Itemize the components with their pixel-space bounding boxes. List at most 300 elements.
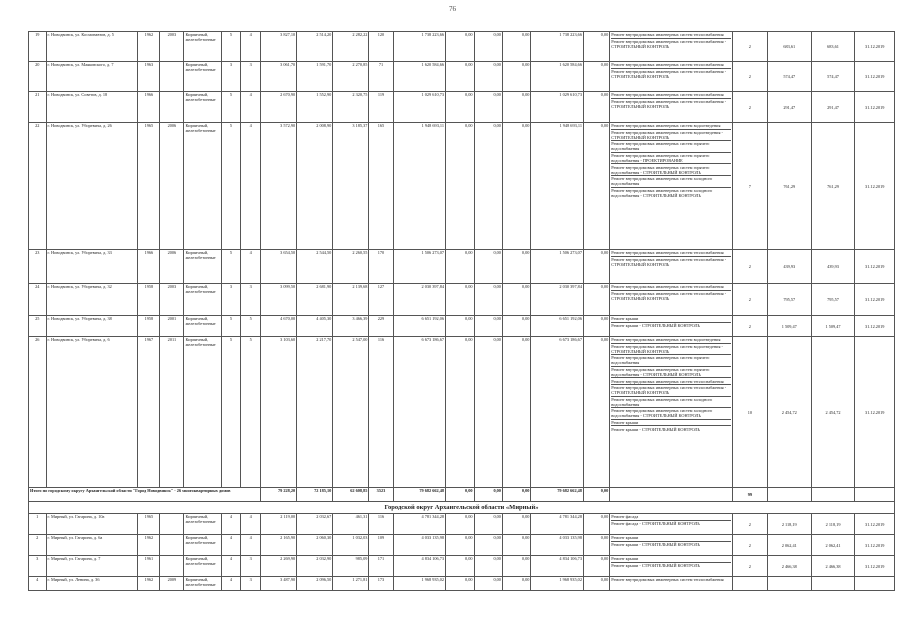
works-cell	[610, 123, 733, 250]
cell-s2: 2 060,30	[297, 535, 333, 556]
cell-s1: 3 487,90	[261, 577, 297, 591]
works-cell	[610, 92, 733, 123]
cell-date	[855, 577, 895, 591]
cell-f2: 0,00	[474, 123, 502, 250]
cell-u1: 1 509,47	[767, 316, 811, 337]
cell-n: 3	[29, 556, 47, 577]
work-item: Ремонт внутридомовых инженерных систем горячего водоснабжения - ПРОЕКТИРОВАНИЕ	[611, 153, 731, 165]
table-row	[29, 284, 895, 316]
cell-mat: Кирпичный, железобетонные	[184, 556, 221, 577]
cell-mat: Кирпичный, железобетонные	[184, 92, 221, 123]
cell-s2: 2 008,90	[297, 123, 333, 250]
cell-en: 3	[241, 284, 261, 316]
cell-en: 4	[241, 250, 261, 284]
table-row	[29, 556, 895, 577]
cell-date: 31.12.2019	[855, 123, 895, 250]
cell-addr: г. Мирный, ул. Гагарина, д. 10а	[46, 514, 138, 535]
cell-f2: 0,00	[474, 62, 502, 92]
cell-date: 31.12.2019	[855, 535, 895, 556]
cell-date: 31.12.2019	[855, 514, 895, 535]
work-item: Ремонт внутридомовых инженерных систем горячего водоснабжения	[611, 141, 731, 153]
cell-s3: 1 032,03	[333, 535, 369, 556]
cell-u2: 761,29	[811, 123, 855, 250]
cell-res: 173	[369, 577, 393, 591]
cell-u1: 2 118,19	[767, 514, 811, 535]
cell-u2: 2 118,19	[811, 514, 855, 535]
cell-q: 2	[732, 32, 767, 62]
cell-y2	[160, 535, 184, 556]
total-works	[610, 488, 733, 502]
cell-u2: 574,47	[811, 62, 855, 92]
cell-cost: 4 834 106,73	[393, 556, 446, 577]
cell-y1: 1965	[138, 123, 160, 250]
cell-addr: г. Новодвинск, ул. Советов, д. 18	[46, 92, 138, 123]
cell-f4: 0,00	[583, 514, 609, 535]
cell-s3: 3 185,37	[333, 123, 369, 250]
table-row	[29, 92, 895, 123]
cell-own: 1 029 610,73	[531, 92, 584, 123]
cell-f3: 0,00	[502, 577, 530, 591]
work-item: Ремонт внутридомовых инженерных систем теплоснабжения - СТРОИТЕЛЬНЫЙ КОНТРОЛЬ	[611, 38, 727, 49]
cell-f2: 0,00	[474, 316, 502, 337]
cell-n: 24	[29, 284, 47, 316]
cell-addr: г. Мирный, ул. Ленина, д. 36	[46, 577, 138, 591]
cell-s1: 2 670,90	[261, 92, 297, 123]
total-res: 3523	[369, 488, 393, 502]
cell-y2	[160, 514, 184, 535]
cell-date: 31.12.2019	[855, 92, 895, 123]
cell-n: 26	[29, 337, 47, 488]
cell-u2: 2 454,72	[811, 337, 855, 488]
work-item: Ремонт крыши	[611, 420, 731, 427]
total-f4: 0,00	[583, 488, 609, 502]
table-row	[29, 316, 895, 337]
work-item: Ремонт внутридомовых инженерных систем холодного водоснабжения - СТРОИТЕЛЬНЫЙ КОНТРОЛЬ	[611, 187, 713, 198]
cell-y2	[160, 556, 184, 577]
cell-date: 31.12.2019	[855, 32, 895, 62]
cell-fl: 4	[221, 535, 241, 556]
cell-y2: 2003	[160, 32, 184, 62]
cell-en: 4	[241, 123, 261, 250]
cell-f2: 0,00	[474, 556, 502, 577]
cell-f1: 0,00	[446, 556, 474, 577]
cell-f3: 0,00	[502, 62, 530, 92]
works-cell	[610, 316, 733, 337]
work-item: Ремонт внутридомовых инженерных систем теплоснабжения - СТРОИТЕЛЬНЫЙ КОНТРОЛЬ	[611, 290, 727, 301]
cell-fl: 3	[221, 62, 241, 92]
cell-cost: 2 030 397,84	[393, 284, 446, 316]
table-row	[29, 337, 895, 488]
cell-f4: 0,00	[583, 123, 609, 250]
cell-en: 4	[241, 514, 261, 535]
cell-y1: 1961	[138, 556, 160, 577]
cell-en: 4	[241, 92, 261, 123]
work-item: Ремонт крыши - СТРОИТЕЛЬНЫЙ КОНТРОЛЬ	[611, 426, 700, 432]
cell-own: 6 673 186,67	[531, 337, 584, 488]
cell-s3: 1 271,81	[333, 577, 369, 591]
cell-n: 21	[29, 92, 47, 123]
cell-q: 2	[732, 284, 767, 316]
cell-n: 1	[29, 514, 47, 535]
cell-s2: 2 032,67	[297, 514, 333, 535]
cell-fl: 4	[221, 514, 241, 535]
work-item: Ремонт внутридомовых инженерных систем горячего водоснабжения - СТРОИТЕЛЬНЫЙ КОНТРОЛЬ	[611, 164, 731, 176]
cell-q: 10	[732, 337, 767, 488]
cell-f2: 0,00	[474, 337, 502, 488]
works-cell	[610, 514, 733, 535]
cell-y1: 1967	[138, 337, 160, 488]
cell-mat: Кирпичный, железобетонные	[184, 535, 221, 556]
cell-f4: 0,00	[583, 577, 609, 591]
cell-fl: 5	[221, 123, 241, 250]
cell-f3: 0,00	[502, 337, 530, 488]
cell-s2: 4 405,30	[297, 316, 333, 337]
total-f2: 0,00	[474, 488, 502, 502]
cell-res: 120	[369, 32, 393, 62]
cell-u2	[811, 577, 855, 591]
cell-own: 4 781 344,28	[531, 514, 584, 535]
cell-y1: 1962	[138, 535, 160, 556]
works-cell	[610, 337, 733, 488]
cell-res: 116	[369, 337, 393, 488]
cell-en: 3	[241, 62, 261, 92]
cell-res: 71	[369, 62, 393, 92]
work-item: Ремонт внутридомовых инженерных систем горячего водоснабжения	[611, 355, 731, 367]
cell-f1: 0,00	[446, 123, 474, 250]
cell-fl: 5	[221, 337, 241, 488]
cell-addr: г. Новодвинск, ул. Космонавтов, д. 5	[46, 32, 138, 62]
cell-s3: 2 282,22	[333, 32, 369, 62]
total-s3: 62 608,85	[333, 488, 369, 502]
cell-addr: г. Новодвинск, ул. Уборевича, д. 38	[46, 316, 138, 337]
cell-y2: 2011	[160, 337, 184, 488]
total-f3: 0,00	[502, 488, 530, 502]
total-s2: 72 185,10	[297, 488, 333, 502]
cell-mat: Кирпичный, железобетонные	[184, 62, 221, 92]
cell-own: 6 651 192,06	[531, 316, 584, 337]
cell-s2: 2 544,50	[297, 250, 333, 284]
cell-cost: 1 029 610,73	[393, 92, 446, 123]
cell-mat: Кирпичный, железобетонные	[184, 316, 221, 337]
cell-f3: 0,00	[502, 32, 530, 62]
cell-q	[732, 577, 767, 591]
cell-cost: 6 673 186,67	[393, 337, 446, 488]
cell-f4: 0,00	[583, 62, 609, 92]
cell-u1	[767, 577, 811, 591]
cell-s3: 985,09	[333, 556, 369, 577]
cell-s3: 2 320,75	[333, 92, 369, 123]
cell-cost: 1 738 223,66	[393, 32, 446, 62]
cell-n: 23	[29, 250, 47, 284]
cell-s1: 2 165,90	[261, 535, 297, 556]
cell-f3: 0,00	[502, 514, 530, 535]
cell-s2: 2 032,90	[297, 556, 333, 577]
cell-y2: 2006	[160, 250, 184, 284]
work-item: Ремонт внутридомовых инженерных систем водоотведения - СТРОИТЕЛЬНЫЙ КОНТРОЛЬ	[611, 344, 731, 356]
cell-addr: г. Новодвинск, ул. Уборевича, д. 33	[46, 250, 138, 284]
work-item: Ремонт внутридомовых инженерных систем теплоснабжения	[611, 32, 731, 39]
cell-s1: 3 572,90	[261, 123, 297, 250]
cell-q: 2	[732, 92, 767, 123]
cell-addr: г. Новодвинск, ул. Маяковского, д. 7	[46, 62, 138, 92]
cell-fl: 5	[221, 32, 241, 62]
cell-fl: 3	[221, 284, 241, 316]
cell-addr: г. Новодвинск, ул. Уборевича, д. 32	[46, 284, 138, 316]
cell-u1: 795,57	[767, 284, 811, 316]
repair-program-table	[28, 31, 895, 591]
cell-n: 19	[29, 32, 47, 62]
total-u1	[767, 488, 811, 502]
cell-q: 2	[732, 316, 767, 337]
cell-s3: 2 260,55	[333, 250, 369, 284]
work-item: Ремонт внутридомовых инженерных систем холодного водоснабжения	[611, 397, 731, 409]
cell-f2: 0,00	[474, 577, 502, 591]
cell-s2: 2 514,20	[297, 32, 333, 62]
cell-q: 2	[732, 556, 767, 577]
cell-mat: Кирпичный, железобетонные	[184, 32, 221, 62]
work-item: Ремонт внутридомовых инженерных систем водоотведения - СТРОИТЕЛЬНЫЙ КОНТРОЛЬ	[611, 130, 731, 142]
cell-s3: 3 466,39	[333, 316, 369, 337]
cell-q: 2	[732, 62, 767, 92]
cell-en: 3	[241, 556, 261, 577]
work-item: Ремонт фасада - СТРОИТЕЛЬНЫЙ КОНТРОЛЬ	[611, 520, 700, 526]
cell-own: 4 834 106,73	[531, 556, 584, 577]
work-item: Ремонт внутридомовых инженерных систем теплоснабжения - СТРОИТЕЛЬНЫЙ КОНТРОЛЬ	[611, 385, 731, 397]
cell-f3: 0,00	[502, 92, 530, 123]
cell-mat: Кирпичный, железобетонные	[184, 337, 221, 488]
work-item: Ремонт внутридомовых инженерных систем теплоснабжения - СТРОИТЕЛЬНЫЙ КОНТРОЛЬ	[611, 256, 727, 267]
cell-f1: 0,00	[446, 316, 474, 337]
cell-y1: 1962	[138, 32, 160, 62]
table-row	[29, 514, 895, 535]
total-cost: 79 682 662,48	[393, 488, 446, 502]
cell-f4: 0,00	[583, 316, 609, 337]
cell-y1: 1966	[138, 250, 160, 284]
work-item: Ремонт крыши	[611, 556, 731, 563]
cell-en: 5	[241, 337, 261, 488]
total-u2	[811, 488, 855, 502]
cell-f1: 0,00	[446, 32, 474, 62]
cell-u1: 683,61	[767, 32, 811, 62]
cell-f4: 0,00	[583, 284, 609, 316]
cell-cost: 4 033 135,98	[393, 535, 446, 556]
cell-u1: 439,93	[767, 250, 811, 284]
cell-addr: г. Мирный, ул. Гагарина, д. 7	[46, 556, 138, 577]
cell-n: 20	[29, 62, 47, 92]
cell-res: 171	[369, 556, 393, 577]
cell-addr: г. Мирный, ул. Гагарина, д. 6а	[46, 535, 138, 556]
work-item: Ремонт крыши - СТРОИТЕЛЬНЫЙ КОНТРОЛЬ	[611, 562, 700, 568]
cell-s3: 2 139,68	[333, 284, 369, 316]
works-cell	[610, 577, 733, 591]
cell-en: 3	[241, 577, 261, 591]
cell-s2: 1 591,70	[297, 62, 333, 92]
work-item: Ремонт крыши - СТРОИТЕЛЬНЫЙ КОНТРОЛЬ	[611, 322, 700, 328]
table-row	[29, 32, 895, 62]
cell-f2: 0,00	[474, 284, 502, 316]
cell-s2: 2 217,70	[297, 337, 333, 488]
cell-n: 22	[29, 123, 47, 250]
work-item: Ремонт внутридомовых инженерных систем горячего водоснабжения - СТРОИТЕЛЬНЫЙ КОНТРОЛЬ	[611, 367, 731, 379]
cell-u2: 795,57	[811, 284, 855, 316]
total-row	[29, 488, 895, 502]
cell-res: 170	[369, 250, 393, 284]
works-cell	[610, 32, 733, 62]
cell-q: 2	[732, 535, 767, 556]
work-item: Ремонт внутридомовых инженерных систем холодного водоснабжения - СТРОИТЕЛЬНЫЙ КОНТРОЛЬ	[611, 408, 731, 420]
work-item: Ремонт внутридомовых инженерных систем теплоснабжения	[611, 250, 731, 257]
cell-s1: 3 099,50	[261, 284, 297, 316]
work-item: Ремонт внутридомовых инженерных систем теплоснабжения	[611, 62, 731, 69]
cell-date: 31.12.2019	[855, 556, 895, 577]
total-q: 99	[732, 488, 767, 502]
work-item: Ремонт внутридомовых инженерных систем теплоснабжения - СТРОИТЕЛЬНЫЙ КОНТРОЛЬ	[611, 98, 727, 109]
cell-mat: Кирпичный, железобетонные	[184, 514, 221, 535]
cell-own: 2 030 397,84	[531, 284, 584, 316]
work-item: Ремонт внутридомовых инженерных систем теплоснабжения	[611, 378, 731, 385]
cell-en: 4	[241, 32, 261, 62]
cell-res: 229	[369, 316, 393, 337]
cell-u1: 291,47	[767, 92, 811, 123]
cell-s2: 1 552,90	[297, 92, 333, 123]
cell-addr: г. Новодвинск, ул. Уборевича, д. 26	[46, 123, 138, 250]
cell-cost: 4 781 344,28	[393, 514, 446, 535]
cell-n: 2	[29, 535, 47, 556]
cell-cost: 1 968 935,02	[393, 577, 446, 591]
cell-f3: 0,00	[502, 123, 530, 250]
cell-f1: 0,00	[446, 577, 474, 591]
cell-s3: 2 547,00	[333, 337, 369, 488]
cell-u1: 2 062,41	[767, 535, 811, 556]
page-number: 76	[449, 5, 456, 13]
cell-mat: Кирпичный, железобетонные	[184, 250, 221, 284]
region-header-row	[29, 502, 895, 514]
cell-own: 1 948 693,11	[531, 123, 584, 250]
table-row	[29, 250, 895, 284]
work-item: Ремонт внутридомовых инженерных систем водоотведения	[611, 123, 731, 130]
cell-cost: 1 506 273,07	[393, 250, 446, 284]
cell-s3: 461,31	[333, 514, 369, 535]
cell-cost: 6 651 192,06	[393, 316, 446, 337]
cell-f2: 0,00	[474, 250, 502, 284]
table-row	[29, 535, 895, 556]
total-own: 79 682 662,48	[531, 488, 584, 502]
cell-own: 1 506 273,07	[531, 250, 584, 284]
works-cell	[610, 556, 733, 577]
cell-y2: 2001	[160, 316, 184, 337]
cell-f1: 0,00	[446, 514, 474, 535]
cell-y2: 2006	[160, 123, 184, 250]
cell-q: 2	[732, 514, 767, 535]
region-title: Городской округ Архангельской области «Мирный»	[29, 502, 895, 514]
cell-f4: 0,00	[583, 535, 609, 556]
cell-en: 4	[241, 535, 261, 556]
cell-addr: г. Новодвинск, ул. Уборевича, д. 6	[46, 337, 138, 488]
cell-f4: 0,00	[583, 556, 609, 577]
cell-f1: 0,00	[446, 284, 474, 316]
cell-f4: 0,00	[583, 92, 609, 123]
cell-y1: 1958	[138, 284, 160, 316]
cell-own: 1 738 223,66	[531, 32, 584, 62]
cell-f3: 0,00	[502, 284, 530, 316]
cell-y2	[160, 62, 184, 92]
work-item: Ремонт внутридомовых инженерных систем теплоснабжения	[611, 577, 724, 583]
cell-cost: 1 948 693,11	[393, 123, 446, 250]
cell-s1: 3 654,50	[261, 250, 297, 284]
cell-mat: Кирпичный, железобетонные	[184, 284, 221, 316]
cell-f2: 0,00	[474, 32, 502, 62]
cell-mat: Кирпичный, железобетонные	[184, 577, 221, 591]
cell-own: 4 033 135,98	[531, 535, 584, 556]
total-s1: 79 228,20	[261, 488, 297, 502]
cell-fl: 4	[221, 556, 241, 577]
cell-y2: 2009	[160, 577, 184, 591]
work-item: Ремонт внутридомовых инженерных систем водоотведения	[611, 337, 731, 344]
cell-s1: 3 103,60	[261, 337, 297, 488]
cell-f3: 0,00	[502, 556, 530, 577]
cell-f1: 0,00	[446, 62, 474, 92]
cell-f3: 0,00	[502, 535, 530, 556]
total-label: Итого по городскому округу Архангельской области "Город Новодвинск" - 26 многоквартирных домов	[29, 488, 261, 502]
cell-s1: 2 119,00	[261, 514, 297, 535]
cell-fl: 5	[221, 92, 241, 123]
cell-u1: 2 454,72	[767, 337, 811, 488]
cell-s1: 2 269,90	[261, 556, 297, 577]
cell-u1: 2 466,38	[767, 556, 811, 577]
cell-s2: 2 096,50	[297, 577, 333, 591]
cell-f4: 0,00	[583, 32, 609, 62]
cell-s1: 3 061,70	[261, 62, 297, 92]
cell-f3: 0,00	[502, 316, 530, 337]
cell-u2: 2 062,41	[811, 535, 855, 556]
cell-date: 31.12.2019	[855, 337, 895, 488]
cell-f4: 0,00	[583, 337, 609, 488]
cell-u1: 574,47	[767, 62, 811, 92]
cell-s3: 2 270,85	[333, 62, 369, 92]
work-item: Ремонт фасада	[611, 514, 731, 521]
cell-q: 2	[732, 250, 767, 284]
work-item: Ремонт внутридомовых инженерных систем теплоснабжения - СТРОИТЕЛЬНЫЙ КОНТРОЛЬ	[611, 68, 727, 79]
cell-n: 25	[29, 316, 47, 337]
cell-f4: 0,00	[583, 250, 609, 284]
cell-date: 31.12.2019	[855, 62, 895, 92]
cell-mat: Кирпичный, железобетонные	[184, 123, 221, 250]
cell-en: 5	[241, 316, 261, 337]
work-item: Ремонт внутридомовых инженерных систем холодного водоснабжения	[611, 176, 731, 188]
works-cell	[610, 62, 733, 92]
cell-u2: 291,47	[811, 92, 855, 123]
works-cell	[610, 535, 733, 556]
cell-own: 1 968 935,02	[531, 577, 584, 591]
work-item: Ремонт крыши - СТРОИТЕЛЬНЫЙ КОНТРОЛЬ	[611, 541, 700, 547]
cell-y1: 1966	[138, 92, 160, 123]
cell-f3: 0,00	[502, 250, 530, 284]
cell-s1: 4 670,00	[261, 316, 297, 337]
cell-y1: 1965	[138, 514, 160, 535]
cell-fl: 5	[221, 316, 241, 337]
cell-f2: 0,00	[474, 514, 502, 535]
work-item: Ремонт крыши	[611, 316, 731, 323]
cell-u2: 439,93	[811, 250, 855, 284]
cell-res: 119	[369, 92, 393, 123]
work-item: Ремонт крыши	[611, 535, 731, 542]
cell-fl: 5	[221, 250, 241, 284]
cell-date: 31.12.2019	[855, 250, 895, 284]
cell-res: 116	[369, 514, 393, 535]
works-cell	[610, 284, 733, 316]
work-item: Ремонт внутридомовых инженерных систем теплоснабжения	[611, 284, 731, 291]
cell-f1: 0,00	[446, 535, 474, 556]
